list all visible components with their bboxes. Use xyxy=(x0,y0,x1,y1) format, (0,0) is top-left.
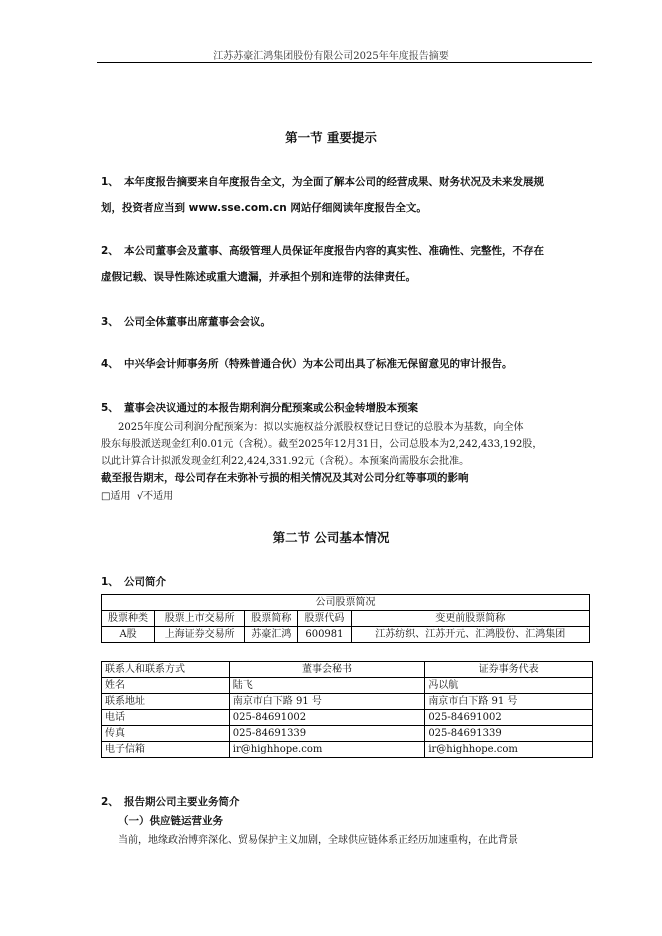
item1-number: 1、 xyxy=(101,176,119,188)
option-applicable: □适用 xyxy=(101,491,131,502)
stock-cell: 600981 xyxy=(298,627,351,643)
sub2-heading: 2、 报告期公司主要业务简介 xyxy=(101,796,240,808)
header-divider xyxy=(97,62,592,63)
contact-table-row: 传真 025-84691339 025-84691339 xyxy=(102,726,593,742)
contact-header-cell: 证券事务代表 xyxy=(425,662,593,678)
contact-table-row: 联系地址 南京市白下路 91 号 南京市白下路 91 号 xyxy=(102,694,593,710)
stock-cell: 江苏纺织、江苏开元、汇鸿股份、汇鸿集团 xyxy=(351,627,590,643)
item5-para-line1: 2025年度公司利润分配预案为：拟以实施权益分派股权登记日登记的总股本为基数，向全体 xyxy=(118,422,524,433)
sub1-heading: 1、 公司简介 xyxy=(101,576,166,588)
item5-heading: 5、 董事会决议通过的本报告期利润分配预案或公积金转增股本预案 xyxy=(101,402,418,414)
item4-line: 4、 中兴华会计师事务所（特殊普通合伙）为本公司出具了标准无保留意见的审计报告。 xyxy=(101,358,513,370)
stock-cell: A股 xyxy=(102,627,155,643)
stock-table-row xyxy=(102,627,590,643)
stock-cell: 上海证券交易所 xyxy=(155,627,245,643)
item1-line2: 划，投资者应当到 www.sse.com.cn 网站仔细阅读年度报告全文。 xyxy=(101,202,427,214)
stock-table xyxy=(101,594,590,643)
stock-table-caption: 公司股票简况 xyxy=(102,595,590,611)
item5-para-line3: 以此计算合计拟派发现金红利22,424,331.92元（含税）。本预案尚需股东会批准。 xyxy=(101,456,470,467)
contact-table-header-row xyxy=(102,662,593,678)
item2-line1: 2、 本公司董事会及董事、高级管理人员保证年度报告内容的真实性、准确性、完整性，不存在 xyxy=(101,245,544,257)
item3-number: 3、 xyxy=(101,316,119,328)
option-not-applicable: √不适用 xyxy=(136,491,174,502)
stock-cell: 苏豪汇鸿 xyxy=(245,627,298,643)
stock-header-cell: 股票种类 xyxy=(102,611,155,627)
sub1-number: 1、 xyxy=(101,576,119,588)
item5-number: 5、 xyxy=(101,402,119,414)
business-paragraph: 当前，地缘政治博弈深化、贸易保护主义加剧，全球供应链体系正经历加速重构，在此背景 xyxy=(118,835,518,846)
item1-line1: 1、 本年度报告摘要来自年度报告全文，为全面了解本公司的经营成果、财务状况及未来发展规 xyxy=(101,176,544,188)
item2-number: 2、 xyxy=(101,245,119,257)
stock-table-header-row xyxy=(102,611,590,627)
contact-table-row: 电子信箱 ir@highhope.com ir@highhope.com xyxy=(102,742,593,758)
applicability-options xyxy=(101,487,173,502)
stock-header-cell: 股票上市交易所 xyxy=(155,611,245,627)
item5-para-line2: 股东每股派送现金红利0.01元（含税）。截至2025年12月31日，公司总股本为2,242,433,192股， xyxy=(101,439,543,450)
sub2-number: 2、 xyxy=(101,796,119,808)
contact-table-row: 姓名 陆飞 冯以航 xyxy=(102,678,593,694)
section2-title: 第二节 公司基本情况 xyxy=(272,530,390,545)
item3-line: 3、 公司全体董事出席董事会会议。 xyxy=(101,316,271,328)
contact-table-row: 电话 025-84691002 025-84691002 xyxy=(102,710,593,726)
contact-table xyxy=(101,661,593,758)
section1-title: 第一节 重要提示 xyxy=(285,130,377,145)
item4-number: 4、 xyxy=(101,358,119,370)
stock-header-cell: 变更前股票简称 xyxy=(351,611,590,627)
stock-header-cell: 股票简称 xyxy=(245,611,298,627)
page-header: 江苏苏豪汇鸿集团股份有限公司2025年年度报告摘要 xyxy=(213,51,449,62)
sub2a-heading: （一）供应链运营业务 xyxy=(118,815,223,827)
item2-line2: 虚假记载、误导性陈述或重大遗漏，并承担个别和连带的法律责任。 xyxy=(101,271,416,283)
contact-header-cell: 董事会秘书 xyxy=(229,662,425,678)
item5-note: 截至报告期末，母公司存在未弥补亏损的相关情况及其对公司分红等事项的影响 xyxy=(101,472,469,484)
contact-header-cell: 联系人和联系方式 xyxy=(102,662,230,678)
stock-header-cell: 股票代码 xyxy=(298,611,351,627)
